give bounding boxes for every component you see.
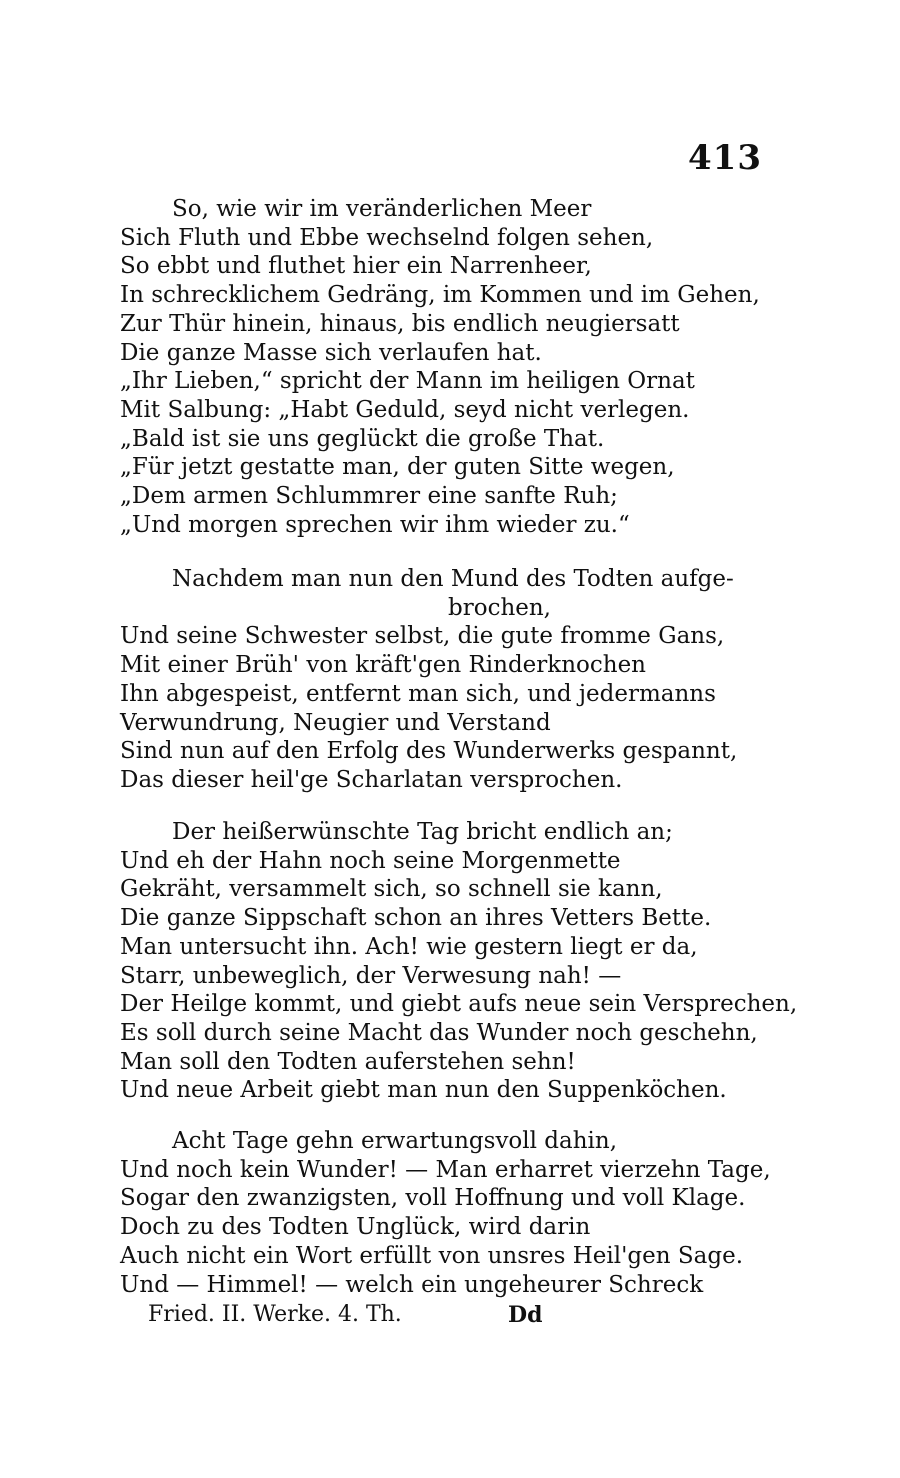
- verse-line: Ihn abgespeist, entfernt man sich, und jedermanns: [120, 680, 716, 707]
- verse-line: So, wie wir im veränderlichen Meer: [172, 196, 592, 222]
- verse-line: Nachdem man nun den Mund des Todten aufge-: [172, 566, 734, 592]
- verse-line: Sogar den zwanzigsten, voll Hoffnung und voll Klage.: [120, 1185, 746, 1212]
- verse-line: Starr, unbeweglich, der Verwesung nah! —: [120, 962, 622, 989]
- stanza-4: [120, 1127, 771, 1299]
- verse-line: Gekräht, versammelt sich, so schnell sie kann,: [120, 876, 663, 903]
- stanza-2: [120, 565, 760, 795]
- verse-line: „Dem armen Schlummrer eine sanfte Ruh;: [120, 483, 618, 510]
- stanza-3: [120, 818, 798, 1105]
- signature-mark: Dd: [508, 1302, 543, 1328]
- verse-line: Auch nicht ein Wort erfüllt von unsres Heil'gen Sage.: [120, 1242, 743, 1269]
- verse-line: Es soll durch seine Macht das Wunder noch geschehn,: [120, 1019, 758, 1046]
- verse-line-continuation: brochen,: [448, 594, 551, 621]
- verse-line: Der heißerwünschte Tag bricht endlich an;: [172, 819, 673, 845]
- verse-line: Man soll den Todten auferstehen sehn!: [120, 1048, 576, 1075]
- verse-line: Acht Tage gehn erwartungsvoll dahin,: [172, 1128, 618, 1154]
- footer-signature: Fried. II. Werke. 4. Th.: [148, 1302, 402, 1327]
- verse-line: Sich Fluth und Ebbe wechselnd folgen sehen,: [120, 224, 654, 251]
- verse-line: Und — Himmel! — welch ein ungeheurer Schreck: [120, 1271, 704, 1298]
- stanza-1: [120, 195, 760, 539]
- verse-line: Und eh der Hahn noch seine Morgenmette: [120, 847, 621, 874]
- verse-line: Doch zu des Todten Unglück, wird darin: [120, 1214, 591, 1241]
- page-footer: [148, 1302, 748, 1336]
- verse-line: „Und morgen sprechen wir ihm wieder zu.“: [120, 511, 630, 538]
- verse-line: Und seine Schwester selbst, die gute fromme Gans,: [120, 623, 725, 650]
- verse-line: In schrecklichem Gedräng, im Kommen und im Gehen,: [120, 282, 760, 309]
- verse-line: Verwundrung, Neugier und Verstand: [120, 709, 551, 736]
- verse-line: Der Heilge kommt, und giebt aufs neue sein Versprechen,: [120, 991, 798, 1018]
- verse-line: Mit Salbung: „Habt Geduld, seyd nicht verlegen.: [120, 396, 690, 423]
- page-number: 413: [688, 138, 762, 178]
- verse-line: Man untersucht ihn. Ach! wie gestern liegt er da,: [120, 933, 698, 960]
- verse-line: Sind nun auf den Erfolg des Wunderwerks gespannt,: [120, 738, 738, 765]
- verse-line: „Ihr Lieben,“ spricht der Mann im heiligen Ornat: [120, 368, 695, 395]
- verse-line: Und noch kein Wunder! — Man erharret vierzehn Tage,: [120, 1156, 771, 1183]
- verse-line: „Für jetzt gestatte man, der guten Sitte wegen,: [120, 454, 675, 481]
- verse-line: Zur Thür hinein, hinaus, bis endlich neugiersatt: [120, 310, 680, 337]
- verse-line: Die ganze Masse sich verlaufen hat.: [120, 339, 542, 366]
- verse-line: „Bald ist sie uns geglückt die große That.: [120, 425, 605, 452]
- verse-line: So ebbt und fluthet hier ein Narrenheer,: [120, 253, 592, 280]
- verse-line: Das dieser heil'ge Scharlatan versprochen.: [120, 766, 623, 793]
- verse-line: Mit einer Brüh' von kräft'gen Rinderknochen: [120, 652, 646, 679]
- verse-line: Und neue Arbeit giebt man nun den Suppenköchen.: [120, 1077, 727, 1104]
- verse-line: Die ganze Sippschaft schon an ihres Vetters Bette.: [120, 905, 712, 932]
